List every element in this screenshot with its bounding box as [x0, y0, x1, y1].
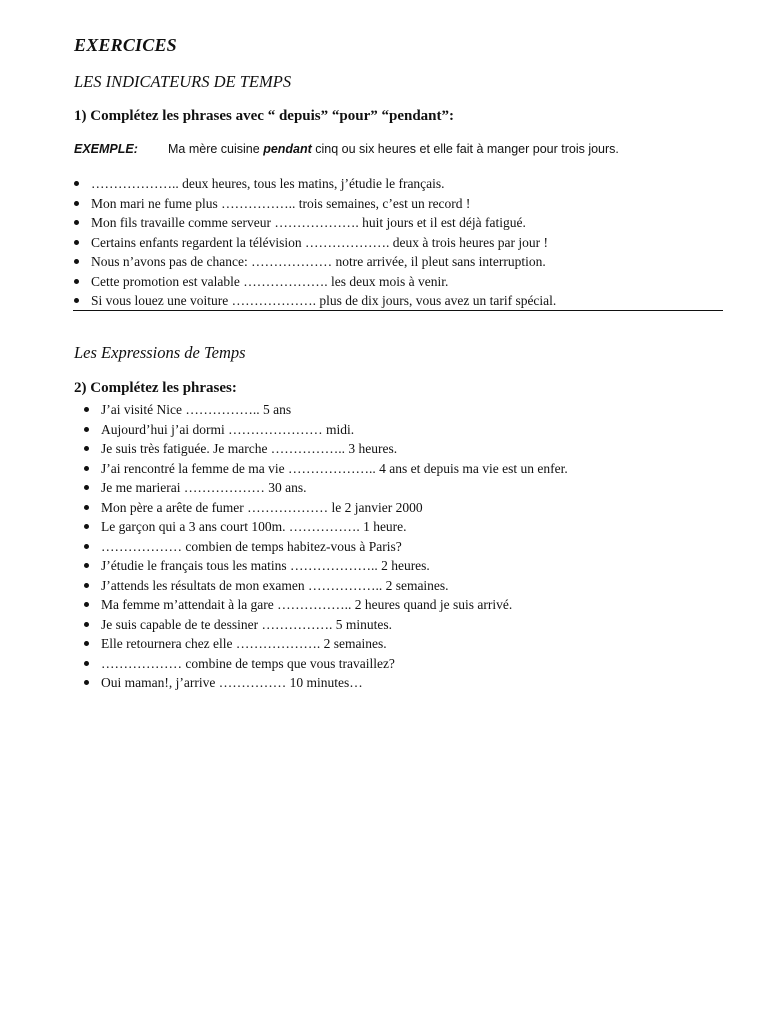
list-item-text: Mon père a arête de fumer ……………… le 2 janvier 2000: [101, 499, 423, 515]
example-keyword: pendant: [263, 142, 312, 156]
list-item: [84, 400, 724, 420]
list-item-text: Cette promotion est valable ………………. les deux mois à venir.: [91, 273, 449, 289]
list-item-text: J’attends les résultats de mon examen …………….. 2 semaines.: [101, 577, 449, 593]
list-item-text: Oui maman!, j’arrive …………… 10 minutes…: [101, 675, 363, 690]
bullet-icon: [84, 661, 89, 666]
bullet-icon: [74, 240, 79, 245]
bullet-icon: [84, 407, 89, 412]
bullet-icon: [74, 279, 79, 284]
list-item-text: ……………… combien de temps habitez-vous à Paris?: [101, 538, 402, 554]
list-item: [84, 634, 724, 654]
list-item: [84, 615, 724, 635]
list-item: [74, 174, 724, 194]
list-item: [84, 439, 724, 459]
list-item-text: Mon mari ne fume plus …………….. trois semaines, c’est un record !: [91, 195, 471, 211]
list-item: [84, 673, 724, 693]
list-item-text: Ma femme m’attendait à la gare …………….. 2 heures quand je suis arrivé.: [101, 597, 513, 612]
bullet-icon: [84, 505, 89, 510]
section1-heading: LES INDICATEURS DE TEMPS: [74, 72, 292, 91]
list-item-text: Mon fils travaille comme serveur ………………. huit jours et il est déjà fatigué.: [91, 215, 526, 230]
bullet-icon: [84, 680, 89, 685]
example-text-after: cinq ou six heures et elle fait à manger pour trois jours.: [311, 142, 619, 156]
bullet-icon: [84, 466, 89, 471]
list-item-text: Si vous louez une voiture ………………. plus de dix jours, vous avez un tarif spécial.: [91, 293, 557, 308]
bullet-icon: [74, 298, 79, 303]
list-item: [84, 556, 724, 576]
list-item-text: Je me marierai ……………… 30 ans.: [101, 480, 307, 495]
list-item: [74, 252, 724, 272]
list-item-text: Je suis capable de te dessiner ……………. 5 minutes.: [101, 616, 392, 632]
list-item-text: Nous n’avons pas de chance: ……………… notre arrivée, il pleut sans interruption.: [91, 254, 546, 269]
list-item: [84, 478, 724, 498]
list-item-text: Le garçon qui a 3 ans court 100m. ……………. 1 heure.: [101, 519, 407, 534]
list-item: [84, 498, 724, 518]
list-item: [84, 420, 724, 440]
list-item: [84, 537, 724, 557]
section2-question: 2) Complétez les phrases:: [74, 380, 237, 396]
bullet-icon: [74, 259, 79, 264]
section-divider: [73, 310, 723, 311]
bullet-icon: [84, 485, 89, 490]
list-item-text: J’étudie le français tous les matins ……………….. 2 heures.: [101, 558, 430, 573]
bullet-icon: [84, 524, 89, 529]
bullet-icon: [84, 427, 89, 432]
section2-heading: Les Expressions de Temps: [74, 343, 246, 362]
list-item-text: J’ai rencontré la femme de ma vie ……………….. 4 ans et depuis ma vie est un enfer.: [101, 460, 568, 476]
bullet-icon: [84, 583, 89, 588]
list-item: [74, 233, 724, 253]
list-item: [84, 517, 724, 537]
bullet-icon: [84, 602, 89, 607]
bullet-icon: [74, 201, 79, 206]
list-item: [74, 291, 724, 311]
example-line: [74, 142, 619, 156]
list-item-text: J’ai visité Nice …………….. 5 ans: [101, 402, 292, 417]
bullet-icon: [84, 622, 89, 627]
section1-question: 1) Complétez les phrases avec “ depuis” “pour” “pendant”:: [74, 108, 455, 124]
section2-list: [84, 400, 724, 693]
list-item: [84, 654, 724, 674]
list-item: [84, 459, 724, 479]
bullet-icon: [84, 446, 89, 451]
list-item-text: Aujourd’hui j’ai dormi ………………… midi.: [101, 421, 355, 437]
list-item: [74, 272, 724, 292]
bullet-icon: [84, 563, 89, 568]
list-item: [74, 194, 724, 214]
list-item-text: Elle retournera chez elle ………………. 2 semaines.: [101, 636, 387, 651]
bullet-icon: [74, 181, 79, 186]
list-item: [84, 576, 724, 596]
page-title: EXERCICES: [74, 35, 177, 55]
bullet-icon: [74, 220, 79, 225]
bullet-icon: [84, 641, 89, 646]
example-label: EXEMPLE:: [74, 142, 138, 156]
list-item-text: ……………….. deux heures, tous les matins, j’étudie le français.: [91, 176, 445, 191]
example-text-before: Ma mère cuisine: [168, 142, 264, 156]
bullet-icon: [84, 544, 89, 549]
list-item-text: Certains enfants regardent la télévision ………………. deux à trois heures par jour !: [91, 234, 548, 250]
list-item: [84, 595, 724, 615]
list-item: [74, 213, 724, 233]
list-item-text: ……………… combine de temps que vous travaillez?: [101, 655, 395, 671]
section1-list: [74, 174, 724, 311]
list-item-text: Je suis très fatiguée. Je marche …………….. 3 heures.: [101, 441, 398, 456]
